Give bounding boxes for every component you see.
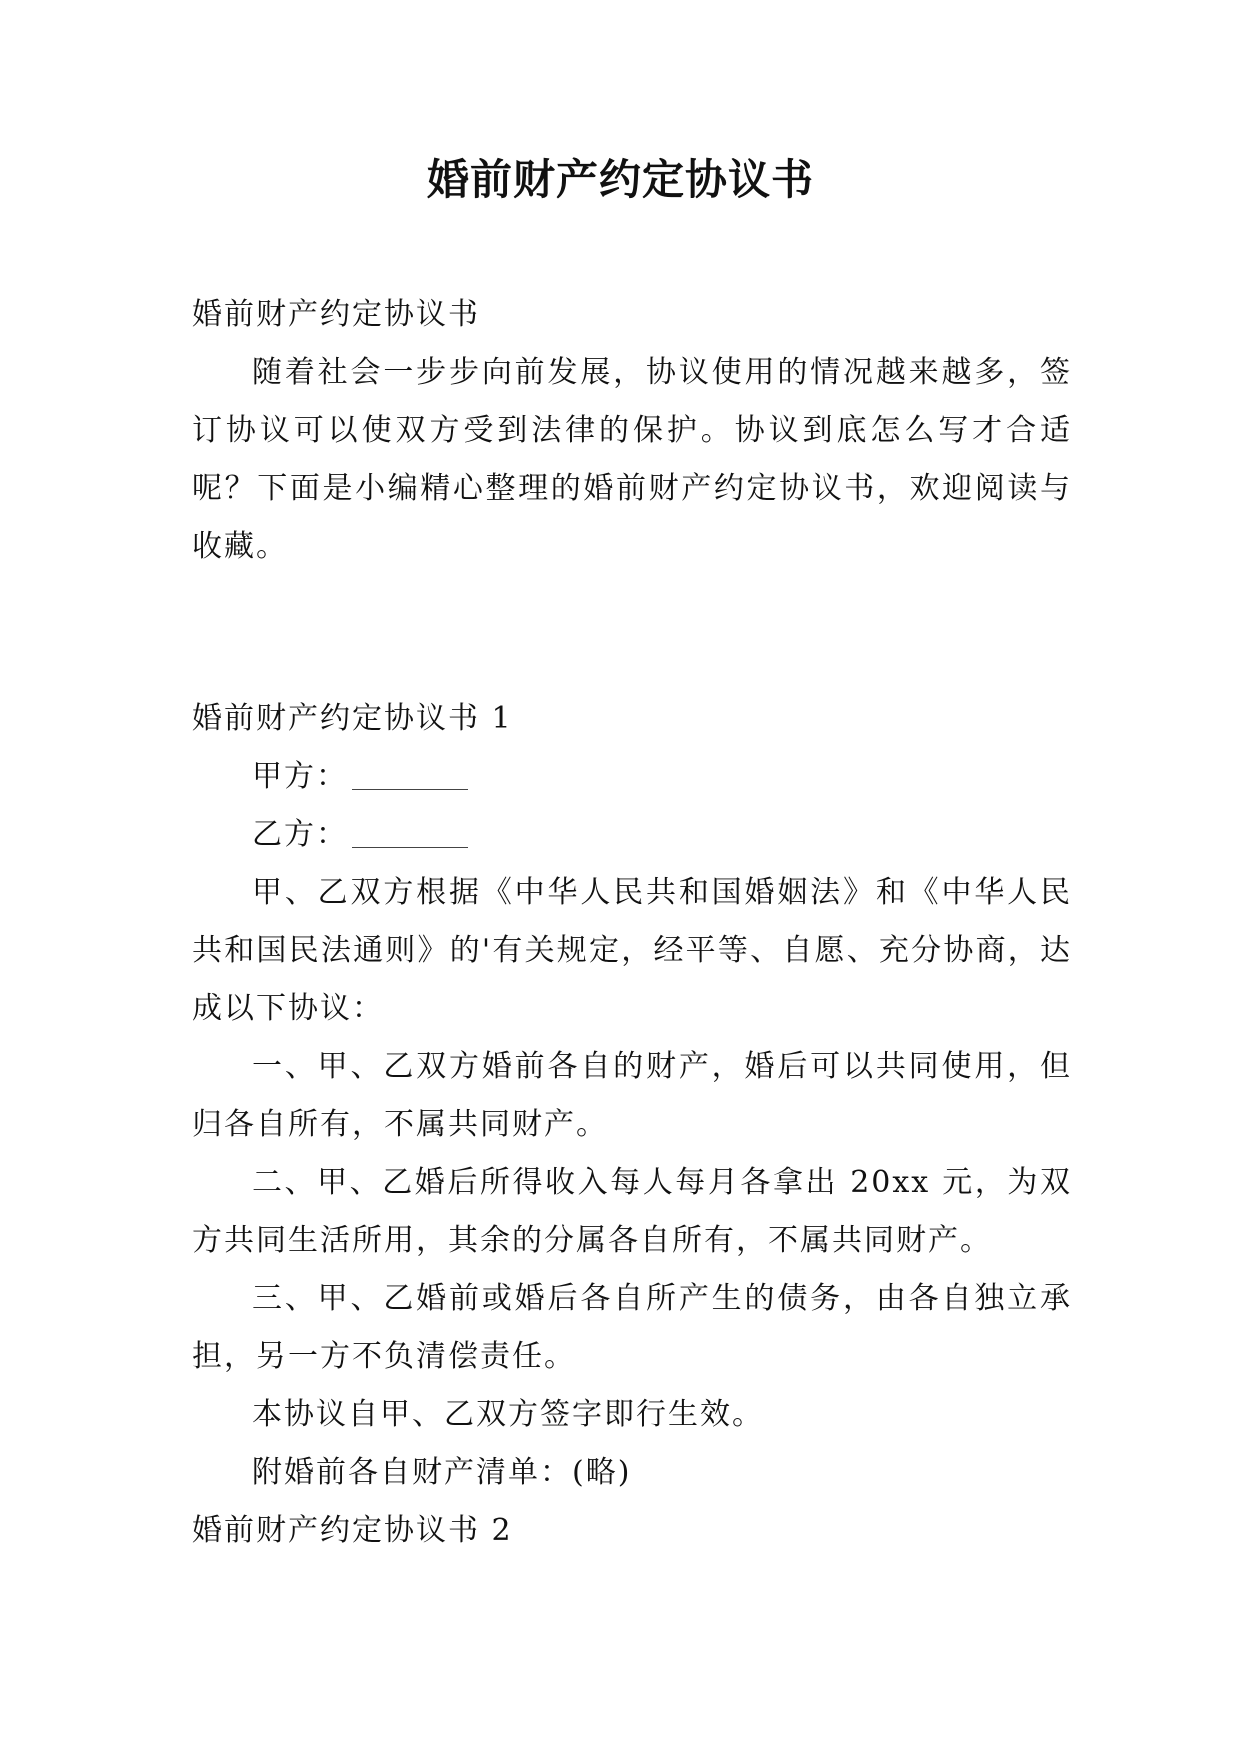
party-b-label: 乙方： [252,817,348,852]
party-a-label: 甲方： [252,759,348,794]
intro-paragraph: 随着社会一步步向前发展，协议使用的情况越来越多，签订协议可以使双方受到法律的保护。协议到底怎么写才合适呢？下面是小编精心整理的婚前财产约定协议书，欢迎阅读与收藏。 [192,355,1072,564]
intro-heading: 婚前财产约定协议书 [192,297,480,332]
section-1-heading: 婚前财产约定协议书 1 [192,701,513,736]
party-a-blank [352,759,468,790]
party-b-blank [352,817,468,848]
clause-2: 二、甲、乙婚后所得收入每人每月各拿出 20xx 元，为双方共同生活所用，其余的分属各自所有，不属共同财产。 [192,1165,1072,1258]
party-a-line [192,748,1072,806]
intro-section [192,286,1072,576]
attachment-note: 附婚前各自财产清单：(略) [252,1455,632,1490]
agreement-section-1 [192,690,1072,1560]
document-title: 婚前财产约定协议书 [426,155,814,204]
clause-1: 一、甲、乙双方婚前各自的财产，婚后可以共同使用，但归各自所有，不属共同财产。 [192,1049,1072,1142]
preamble-paragraph: 甲、乙双方根据《中华人民共和国婚姻法》和《中华人民共和国民法通则》的'有关规定，经平等、自愿、充分协商，达成以下协议： [192,875,1072,1026]
section-2-heading: 婚前财产约定协议书 2 [192,1513,513,1548]
party-b-line [192,806,1072,864]
clause-3: 三、甲、乙婚前或婚后各自所产生的债务，由各自独立承担，另一方不负清偿责任。 [192,1281,1072,1374]
effective-clause: 本协议自甲、乙双方签字即行生效。 [252,1397,764,1432]
